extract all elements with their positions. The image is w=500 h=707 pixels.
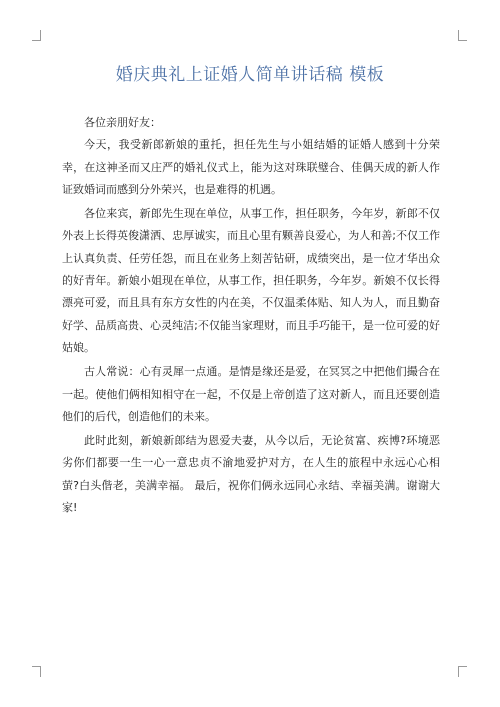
paragraph-4: 此时此刻，新娘新郎结为恩爱夫妻，从今以后，无论贫富、疾博?环境恶劣你们都要一生一心一意忠贞不渝地爱护对方，在人生的旅程中永远心心相萤?白头偕老，美满幸福。 最后，祝你们俩永远同心永结、幸福美满。谢谢大家! [62, 434, 440, 515]
document-body [62, 112, 440, 521]
paragraph-3: 古人常说：心有灵犀一点通。是情是缘还是爱，在冥冥之中把他们撮合在一起。使他们俩相知相守在一起，不仅是上帝创造了这对新人，而且还要创造他们的后代，创造他们的未来。 [62, 365, 440, 423]
paragraph-1: 今天，我受新郎新娘的重托，担任先生与小姐结婚的证婚人感到十分荣幸，在这神圣而又庄严的婚礼仪式上，能为这对珠联璧合、佳偶天成的新人作证致婚词而感到分外荣兴，也是难得的机遇。 [62, 138, 440, 196]
crop-mark-top-left [32, 30, 41, 41]
crop-mark-bottom-left [32, 666, 41, 677]
crop-mark-bottom-right [458, 666, 467, 677]
page-title: 婚庆典礼上证婚人简单讲话稿 模板 [115, 65, 385, 85]
greeting: 各位亲朋好友： [84, 116, 161, 129]
paragraph-2: 各位来宾，新郎先生现在单位，从事工作，担任职务，今年岁，新郎不仅外表上长得英俊潇洒、忠厚诚实，而且心里有颗善良爱心，为人和善;不仅工作上认真负责、任劳任怨，而且在业务上刻苦钻研，成绩突出，是一位才华出众的好青年。新娘小姐现在单位，从事工作，担任职务，今年岁。新娘不仅长得漂亮可爱，而且具有东方女性的内在美，不仅温柔体贴、知人为人，而且勤奋好学、品质高贵、心灵纯洁;不仅能当家理财，而且手巧能干，是一位可爱的好姑娘。 [62, 207, 440, 354]
crop-mark-top-right [458, 30, 467, 41]
